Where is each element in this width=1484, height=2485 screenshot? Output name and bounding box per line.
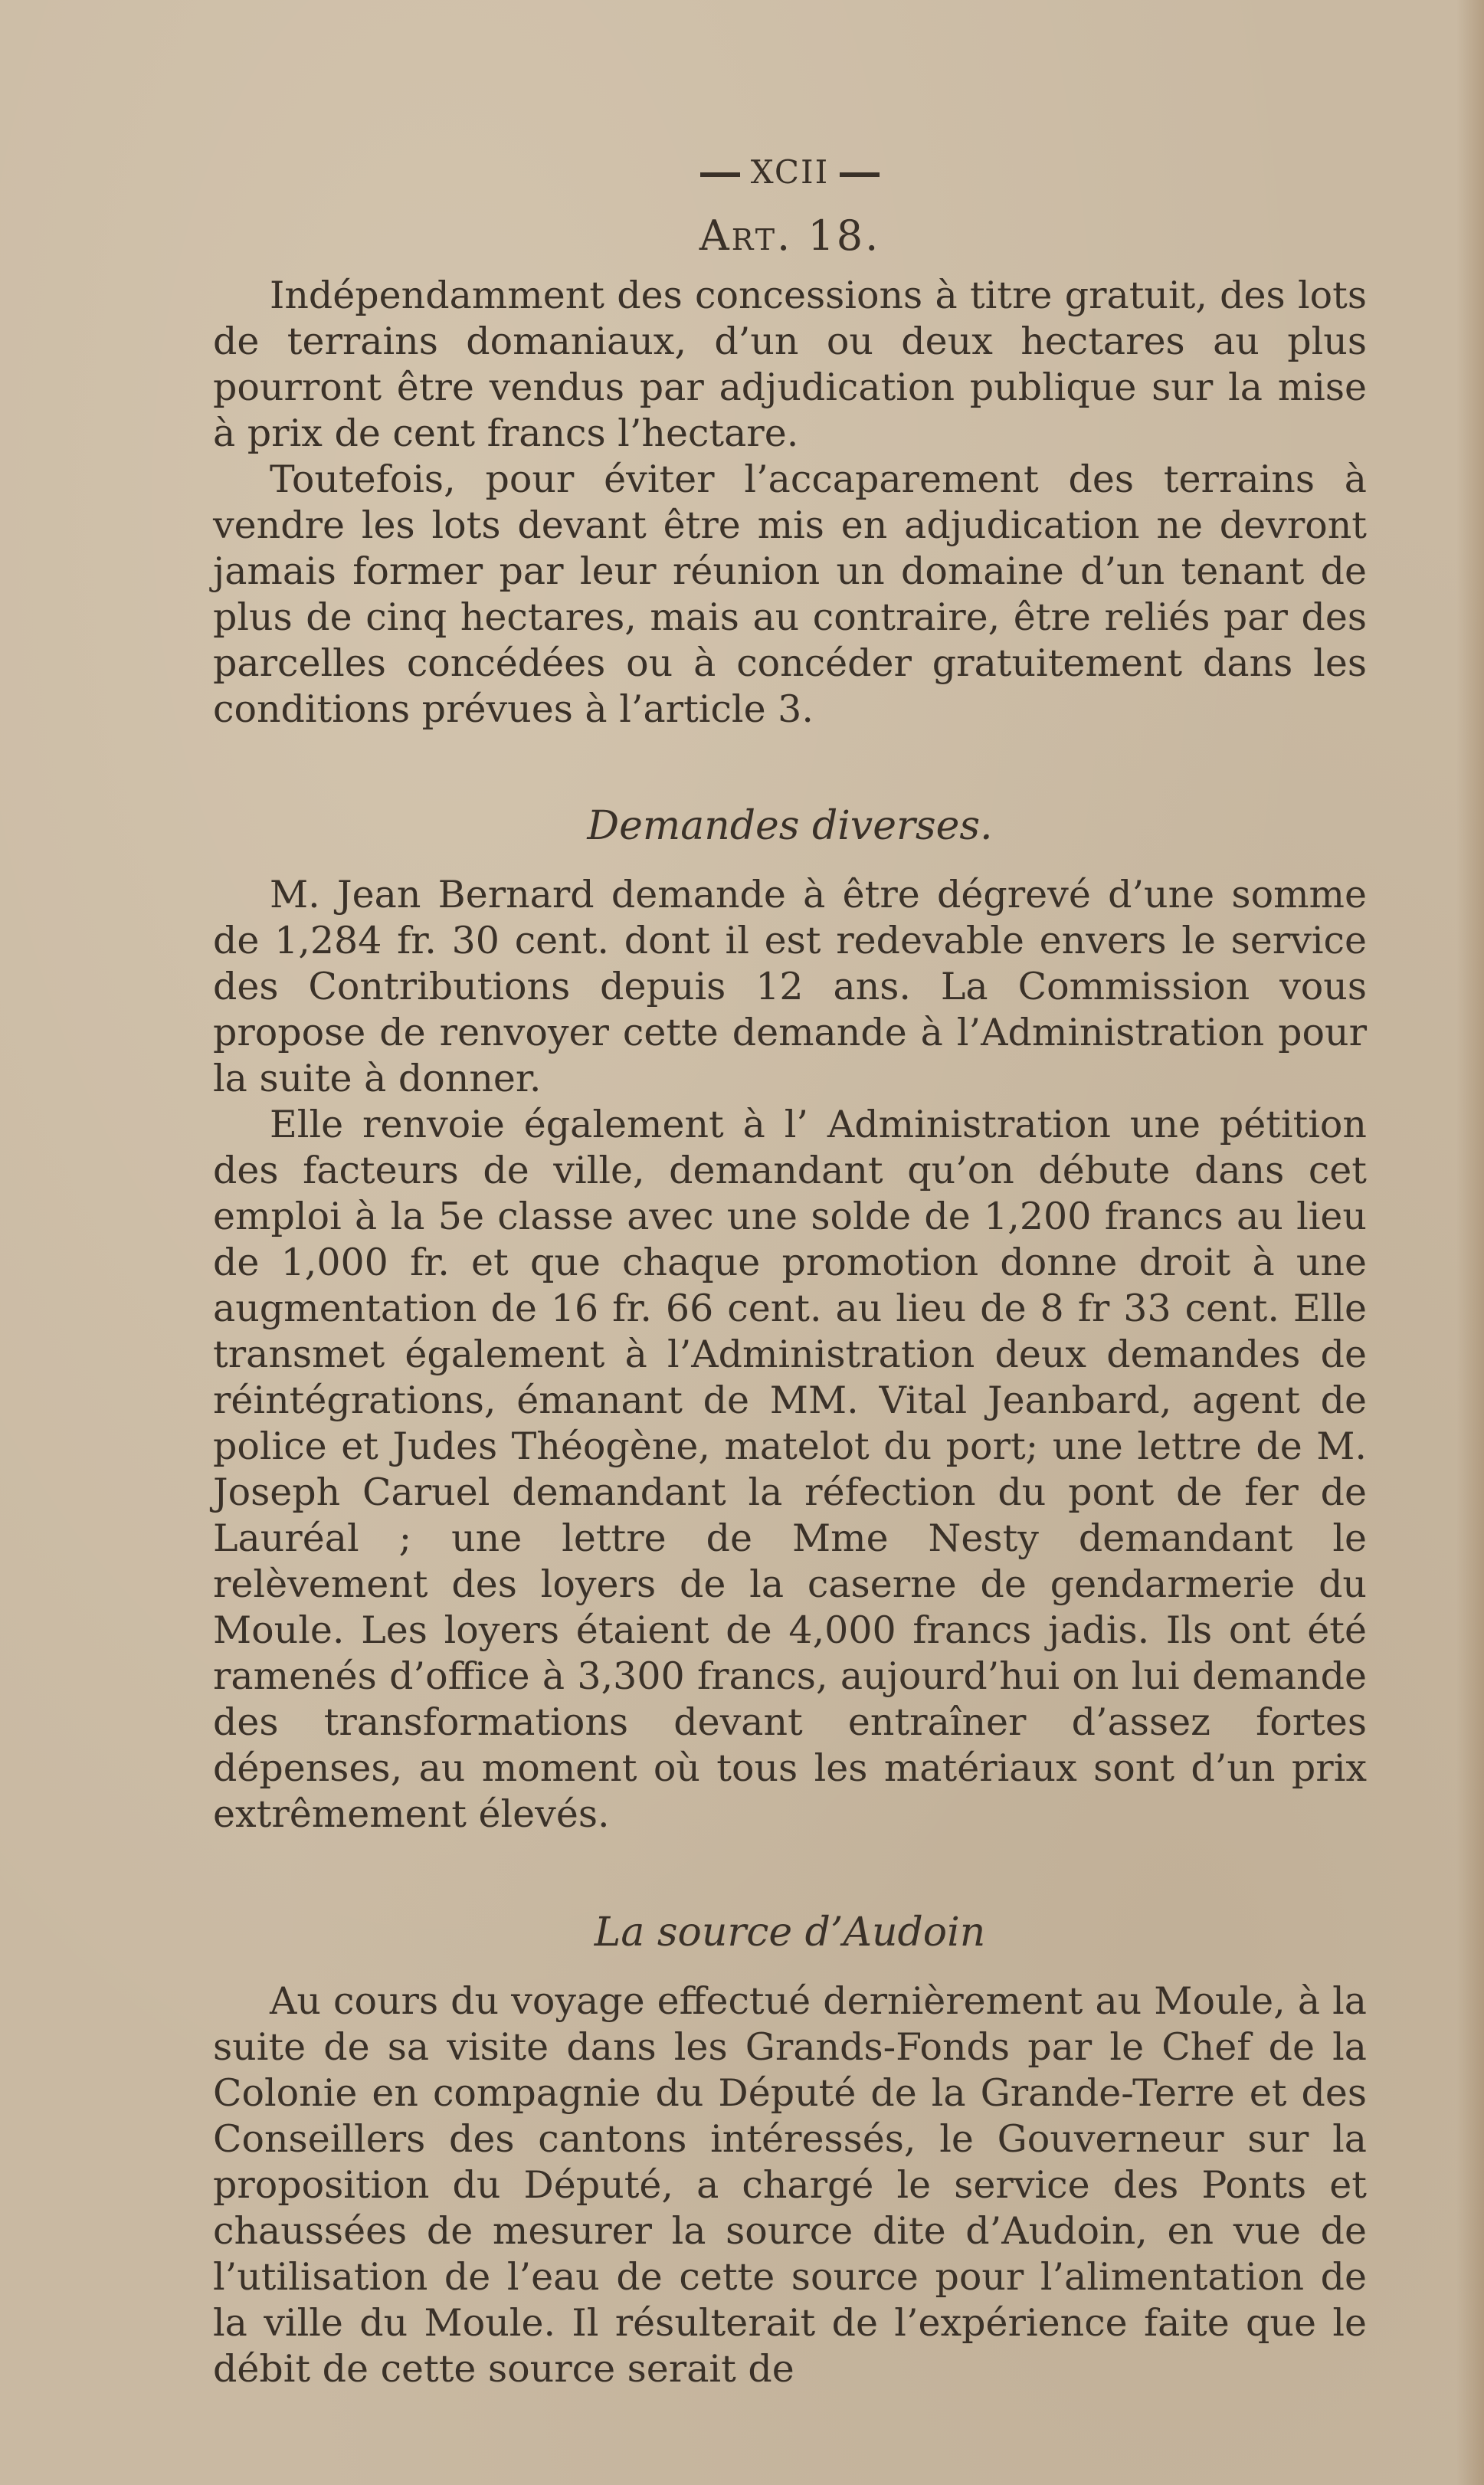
article-heading: Art. 18.	[699, 211, 881, 260]
running-head-dash-left	[700, 172, 740, 177]
section-title-demandes: Demandes diverses.	[587, 803, 993, 849]
running-head	[213, 153, 1367, 192]
section-title-source: La source d’Audoin	[594, 1910, 986, 1956]
article-paragraph: Toutefois, pour éviter l’accaparement des terrains à vendre les lots devant être mis en adjudication ne devront jamais former par leur réunion un domaine d’un tenant de plus de cinq hectares, mais au contraire, être reliés par des parcelles concédées ou à concéder gratuitement dans les conditions prévues à l’article 3.	[213, 457, 1367, 731]
source-paragraph: Au cours du voyage effectué dernièrement au Moule, à la suite de sa visite dans les Grands-Fonds par le Chef de la Colonie en compagnie du Député de la Grande-Terre et des Conseillers des cantons intéressés, le Gouverneur sur la proposition du Député, a chargé le service des Ponts et chaussées de mesurer la source dite d’Audoin, en vue de l’utilisation de l’eau de cette source pour l’alimentation de la ville du Moule. Il résulterait de l’expérience faite que le débit de cette source serait de	[213, 1979, 1367, 2391]
page-edge-shadow	[1456, 0, 1484, 2485]
running-head-dash-right	[840, 172, 880, 177]
document-page	[213, 153, 1367, 2392]
page-number: XCII	[750, 153, 830, 191]
demandes-paragraph: Elle renvoie également à l’ Administration une pétition des facteurs de ville, demandant qu’on débute dans cet emploi à la 5e classe avec une solde de 1,200 francs au lieu de 1,000 fr. et que chaque promotion donne droit à une augmentation de 16 fr. 66 cent. au lieu de 8 fr 33 cent. Elle transmet également à l’Administration deux demandes de réintégrations, émanant de MM. Vital Jeanbard, agent de police et Judes Théogène, matelot du port; une lettre de M. Joseph Caruel demandant la réfection du pont de fer de Lauréal ; une lettre de Mme Nesty demandant le relèvement des loyers de la caserne de gendarmerie du Moule. Les loyers étaient de 4,000 francs jadis. Ils ont été ramenés d’office à 3,300 francs, aujourd’hui on lui demande des transformations devant entraîner d’assez fortes dépenses, au moment où tous les matériaux sont d’un prix extrêmement élevés.	[213, 1103, 1367, 1836]
article-paragraph: Indépendamment des concessions à titre gratuit, des lots de terrains domaniaux, d’un ou deux hectares au plus pourront être vendus par adjudication publique sur la mise à prix de cent francs l’hectare.	[213, 274, 1367, 455]
demandes-paragraph: M. Jean Bernard demande à être dégrevé d’une somme de 1,284 fr. 30 cent. dont il est redevable envers le service des Contributions depuis 12 ans. La Commission vous propose de renvoyer cette demande à l’Administration pour la suite à donner.	[213, 873, 1367, 1100]
